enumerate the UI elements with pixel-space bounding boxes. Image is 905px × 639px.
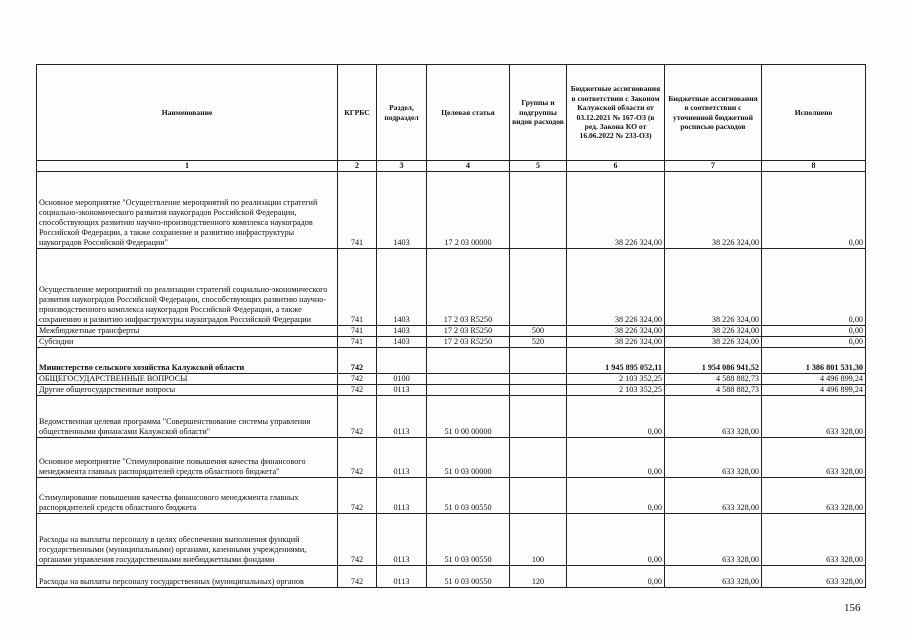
table-row [37,566,866,588]
row-target: 51 0 03 00000 [427,438,510,478]
table-row [37,348,866,374]
row-law-allocation: 0,00 [567,478,665,514]
table-row [37,374,866,385]
row-section: 0113 [377,438,427,478]
column-number: 5 [510,161,567,172]
row-executed: 633 328,00 [762,478,866,514]
row-target: 17 2 03 R5250 [427,326,510,337]
header-refined-allocation: Бюджетные ассигнования в соответствии с уточненной бюджетной росписью расходов [665,65,762,161]
row-kgrbs: 742 [338,514,377,566]
row-kgrbs: 741 [338,249,377,326]
row-name: Субсидии [37,337,338,348]
table-row [37,478,866,514]
row-executed: 0,00 [762,249,866,326]
row-section: 1403 [377,326,427,337]
budget-table [36,64,866,588]
row-name: Ведомственная целевая программа "Совершенствование системы управления общественными финансами Калужской области" [37,396,338,438]
row-section: 1403 [377,337,427,348]
row-name: Расходы на выплаты персоналу в целях обеспечения выполнения функций государственными (муниципальными) органами, казенными учреждениями, органами управления государственными внебюджетными фондами [37,514,338,566]
row-group [510,172,567,249]
row-target: 17 2 03 R5250 [427,337,510,348]
table-row [37,385,866,396]
row-kgrbs: 741 [338,326,377,337]
column-number-row [37,161,866,172]
row-executed: 0,00 [762,337,866,348]
row-target [427,348,510,374]
row-law-allocation: 0,00 [567,566,665,588]
row-section [377,348,427,374]
column-number: 4 [427,161,510,172]
row-name: Основное мероприятие "Стимулирование повышения качества финансового менеджмента главных распорядителей средств областного бюджета" [37,438,338,478]
row-section: 0113 [377,566,427,588]
row-law-allocation: 38 226 324,00 [567,337,665,348]
row-section: 0113 [377,385,427,396]
row-target: 17 2 03 00000 [427,172,510,249]
row-kgrbs: 742 [338,566,377,588]
column-number: 3 [377,161,427,172]
row-executed: 633 328,00 [762,514,866,566]
table-row [37,326,866,337]
row-section: 0113 [377,478,427,514]
page-number: 156 [844,602,861,614]
row-group: 100 [510,514,567,566]
row-kgrbs: 741 [338,337,377,348]
row-name: Другие общегосударственные вопросы [37,385,338,396]
table-row [37,438,866,478]
row-kgrbs: 742 [338,385,377,396]
row-group [510,249,567,326]
row-group [510,478,567,514]
row-group: 120 [510,566,567,588]
row-group [510,438,567,478]
column-number: 8 [762,161,866,172]
row-target [427,374,510,385]
row-refined-allocation: 38 226 324,00 [665,172,762,249]
row-name: Стимулирование повышения качества финансового менеджмента главных распорядителей средств областного бюджета [37,478,338,514]
table-row [37,337,866,348]
row-kgrbs: 742 [338,374,377,385]
row-executed: 4 496 899,24 [762,374,866,385]
column-number: 1 [37,161,338,172]
row-law-allocation: 2 103 352,25 [567,385,665,396]
row-refined-allocation: 4 588 882,73 [665,385,762,396]
row-name: Министерство сельского хозяйства Калужской области [37,348,338,374]
row-name: Основное мероприятие "Осуществление мероприятий по реализации стратегий социально-экономического развития наукоградов Российской Федерации, способствующих развитию научно-производственного комплекса наукоградов Российской Федерации, а также сохранение и развитию инфраструктуры наукоградов Российской Федерации" [37,172,338,249]
row-group [510,374,567,385]
row-group [510,385,567,396]
row-kgrbs: 742 [338,348,377,374]
table-row [37,514,866,566]
row-executed: 0,00 [762,172,866,249]
row-executed: 633 328,00 [762,396,866,438]
table-row [37,249,866,326]
row-law-allocation: 1 945 895 052,11 [567,348,665,374]
row-refined-allocation: 4 588 882,73 [665,374,762,385]
row-refined-allocation: 38 226 324,00 [665,249,762,326]
column-number: 7 [665,161,762,172]
header-group: Группы и подгруппы видов расходов [510,65,567,161]
row-law-allocation: 2 103 352,25 [567,374,665,385]
row-name: ОБЩЕГОСУДАРСТВЕННЫЕ ВОПРОСЫ [37,374,338,385]
row-law-allocation: 0,00 [567,438,665,478]
header-target: Целевая статья [427,65,510,161]
row-name: Расходы на выплаты персоналу государственных (муниципальных) органов [37,566,338,588]
row-section: 0113 [377,514,427,566]
table-row [37,172,866,249]
table-row [37,396,866,438]
row-refined-allocation: 38 226 324,00 [665,326,762,337]
header-name: Наименование [37,65,338,161]
row-refined-allocation: 633 328,00 [665,478,762,514]
header-law-allocation: Бюджетные ассигнования в соответствии с Законом Калужской области от 03.12.2021 № 167-ОЗ (в ред. Закона КО от 16.06.2022 № 233-ОЗ) [567,65,665,161]
row-section: 0113 [377,396,427,438]
row-kgrbs: 741 [338,172,377,249]
column-number: 2 [338,161,377,172]
row-kgrbs: 742 [338,438,377,478]
column-number: 6 [567,161,665,172]
row-law-allocation: 0,00 [567,396,665,438]
row-executed: 4 496 899,24 [762,385,866,396]
row-target [427,385,510,396]
row-refined-allocation: 633 328,00 [665,514,762,566]
row-executed: 1 386 801 531,30 [762,348,866,374]
header-section: Раздел, подраздел [377,65,427,161]
header-kgrbs: КГРБС [338,65,377,161]
row-kgrbs: 742 [338,478,377,514]
row-group [510,348,567,374]
row-section: 1403 [377,249,427,326]
row-refined-allocation: 633 328,00 [665,396,762,438]
row-name: Межбюджетные трансферты [37,326,338,337]
row-target: 51 0 03 00550 [427,514,510,566]
row-law-allocation: 38 226 324,00 [567,172,665,249]
row-target: 51 0 03 00550 [427,566,510,588]
row-law-allocation: 38 226 324,00 [567,249,665,326]
row-executed: 633 328,00 [762,438,866,478]
row-refined-allocation: 1 954 086 941,52 [665,348,762,374]
row-group: 520 [510,337,567,348]
row-refined-allocation: 38 226 324,00 [665,337,762,348]
row-group [510,396,567,438]
row-group: 500 [510,326,567,337]
row-executed: 633 328,00 [762,566,866,588]
row-name: Осуществление мероприятий по реализации стратегий социально-экономического развития наукоградов Российской Федерации, способствующих развитию научно-производственного комплекса наукоградов Российской Федерации, а также сохранению и развитию инфраструктуры наукоградов Российской Федерации [37,249,338,326]
row-target: 51 0 03 00550 [427,478,510,514]
row-section: 0100 [377,374,427,385]
row-refined-allocation: 633 328,00 [665,566,762,588]
row-executed: 0,00 [762,326,866,337]
row-refined-allocation: 633 328,00 [665,438,762,478]
row-law-allocation: 38 226 324,00 [567,326,665,337]
row-kgrbs: 742 [338,396,377,438]
row-law-allocation: 0,00 [567,514,665,566]
row-section: 1403 [377,172,427,249]
table-header-row [37,65,866,161]
header-executed: Исполнено [762,65,866,161]
row-target: 17 2 03 R5250 [427,249,510,326]
row-target: 51 0 00 00000 [427,396,510,438]
